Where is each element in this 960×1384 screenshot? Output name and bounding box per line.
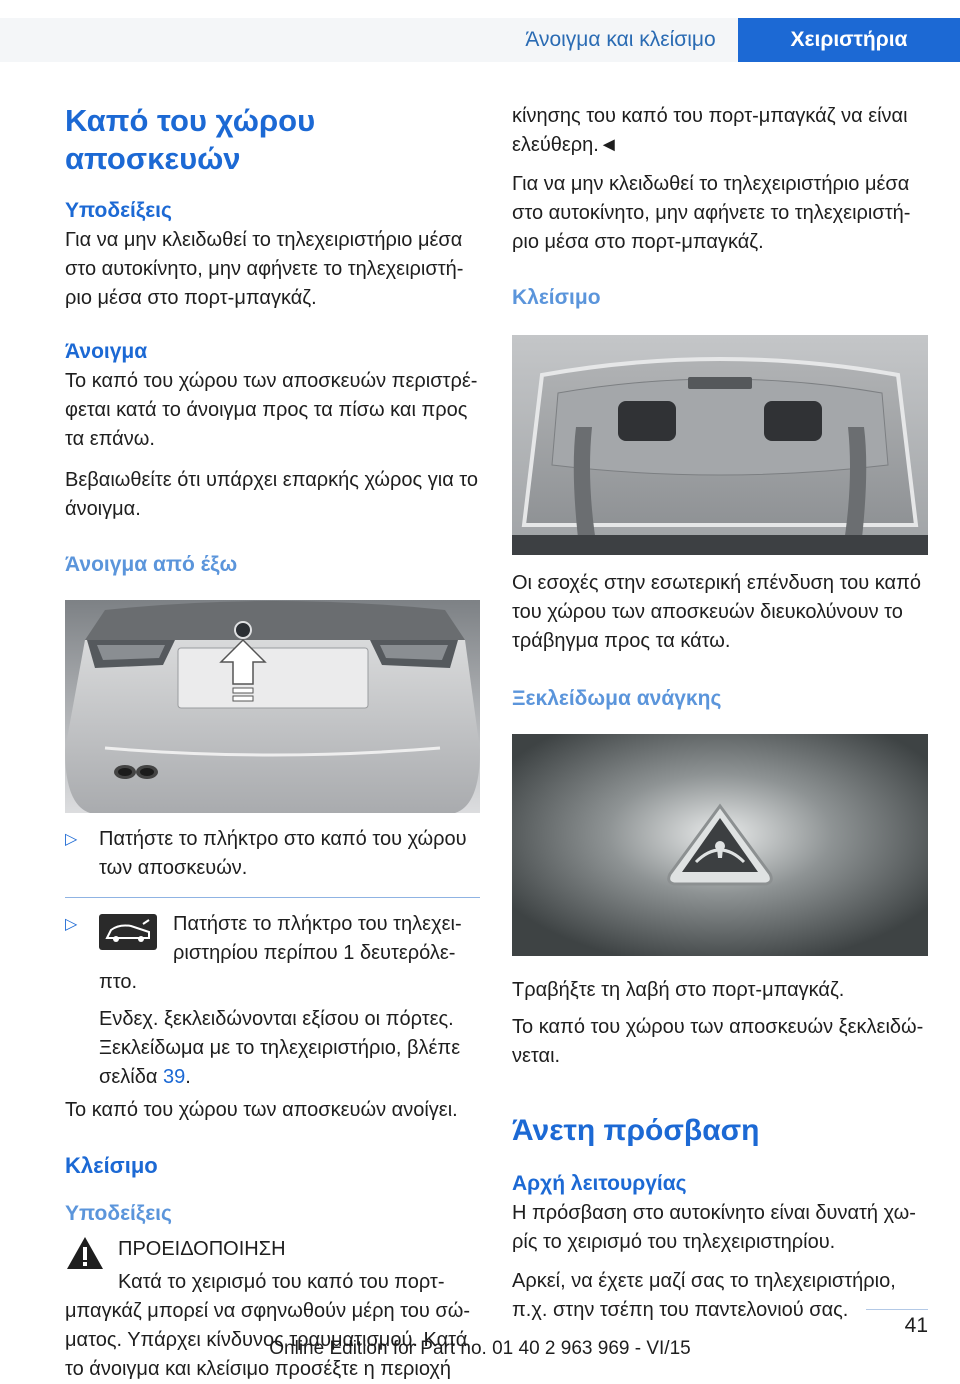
page-reference-link[interactable]: 39 [162, 1066, 186, 1088]
closing-heading-right: Κλείσιμο [512, 286, 601, 309]
left-column [65, 102, 480, 1384]
warning-title: ΠΡΟΕΙΔΟΠΟΙΗΣΗ [118, 1238, 286, 1260]
opening-outside-heading: Άνοιγμα από έξω [65, 553, 238, 576]
divider [65, 897, 480, 898]
emergency-heading: Ξεκλείδωμα ανάγκης [512, 687, 722, 710]
triangle-bullet-icon: ▷ [65, 916, 78, 933]
car-trunk-remote-icon [99, 914, 157, 950]
header-chapter-tab: Χειριστήρια [738, 18, 960, 62]
triangle-bullet-icon: ▷ [65, 831, 78, 848]
emergency-release-image [512, 734, 928, 956]
emergency-result: Το καπό του χώρου των αποσκευών ξεκλειδώ-νεται. [512, 1016, 924, 1067]
closing-text: Οι εσοχές στην εσωτερική επένδυση του καπό του χώρου των αποσκευών διευκολύνουν το τράβηγμα προς τα κάτω. [512, 572, 922, 652]
principle-paragraph-2: Αρκεί, να έχετε μαζί σας το τηλεχειριστήριο, π.χ. στην τσέπη του παντελονιού σας. [512, 1270, 896, 1321]
trunk-interior-image [512, 335, 928, 555]
hints-text: Για να μην κλειδωθεί το τηλεχειριστήριο μέσα στο αυτοκίνητο, μην αφήνετε το τηλεχειριστή-ριο μέσα στο πορτ-μπαγκάζ. [65, 229, 464, 309]
right-column [512, 102, 932, 1325]
principle-heading: Αρχή λειτουργίας [512, 1172, 687, 1195]
comfort-access-title: Άνετη πρόσβαση [512, 1114, 760, 1147]
list-item: ▷ Πατήστε το πλήκτρο του τηλεχει- ριστηρίου περίπου 1 δευτερόλε- πτο. Ενδεχ. ξεκλειδώνονται εξίσου οι πόρτες. Ξεκλείδωμα με το τηλεχειριστήριο, βλέπε σελίδα 39. [65, 910, 480, 1092]
hints-heading: Υποδείξεις [65, 199, 172, 222]
continued-text: κίνησης του καπό του πορτ-μπαγκάζ να είναι ελεύθερη.◄ [512, 105, 908, 156]
warning-text: μπαγκάζ μπορεί να σφηνωθούν μέρη του σώ-ματος. Υπάρχει κίνδυνος τραυματισμού. Κατά το άνοιγμα και κλείσιμο προσέξτε η περιοχή [65, 1300, 471, 1380]
page-title: Καπό του χώρου αποσκευών [65, 103, 316, 176]
opening-heading: Άνοιγμα [65, 340, 148, 363]
page-number: 41 [904, 1314, 928, 1337]
footer-divider [866, 1309, 928, 1310]
warning-line-1: Κατά το χειρισμό του καπό του πορτ- [118, 1271, 445, 1293]
emergency-step: Τραβήξτε τη λαβή στο πορτ-μπαγκάζ. [512, 979, 845, 1001]
warning-block [65, 1235, 480, 1384]
warning-triangle-icon [65, 1235, 105, 1271]
opening-paragraph-1: Το καπό του χώρου των αποσκευών περιστρέ-φεται κατά το άνοιγμα προς τα πίσω και προς τα επάνω. [65, 370, 478, 450]
closing-heading: Κλείσιμο [65, 1153, 158, 1178]
opens-text: Το καπό του χώρου των αποσκευών ανοίγει. [65, 1099, 458, 1121]
remote-hint-text: Για να μην κλειδωθεί το τηλεχειριστήριο μέσα στο αυτοκίνητο, μην αφήνετε το τηλεχειριστή-ριο μέσα στο πορτ-μπαγκάζ. [512, 173, 911, 253]
hints2-heading: Υποδείξεις [65, 1202, 172, 1225]
principle-paragraph-1: Η πρόσβαση στο αυτοκίνητο είναι δυνατή χω-ρίς το χειρισμό του τηλεχειριστηρίου. [512, 1202, 916, 1253]
header-section-label: Άνοιγμα και κλείσιμο [525, 28, 716, 51]
list-item: ▷ Πατήστε το πλήκτρο στο καπό του χώρου των αποσκευών. [65, 825, 480, 883]
edition-footer: Online Edition for Part no. 01 40 2 963 969 - VI/15 [269, 1338, 691, 1359]
opening-paragraph-2: Βεβαιωθείτε ότι υπάρχει επαρκής χώρος για το άνοιγμα. [65, 469, 479, 520]
car-rear-image [65, 600, 480, 813]
bullet-note: Ενδεχ. ξεκλειδώνονται εξίσου οι πόρτες. Ξεκλείδωμα με το τηλεχειριστήριο, βλέπε σελίδα 39. [99, 1008, 461, 1088]
